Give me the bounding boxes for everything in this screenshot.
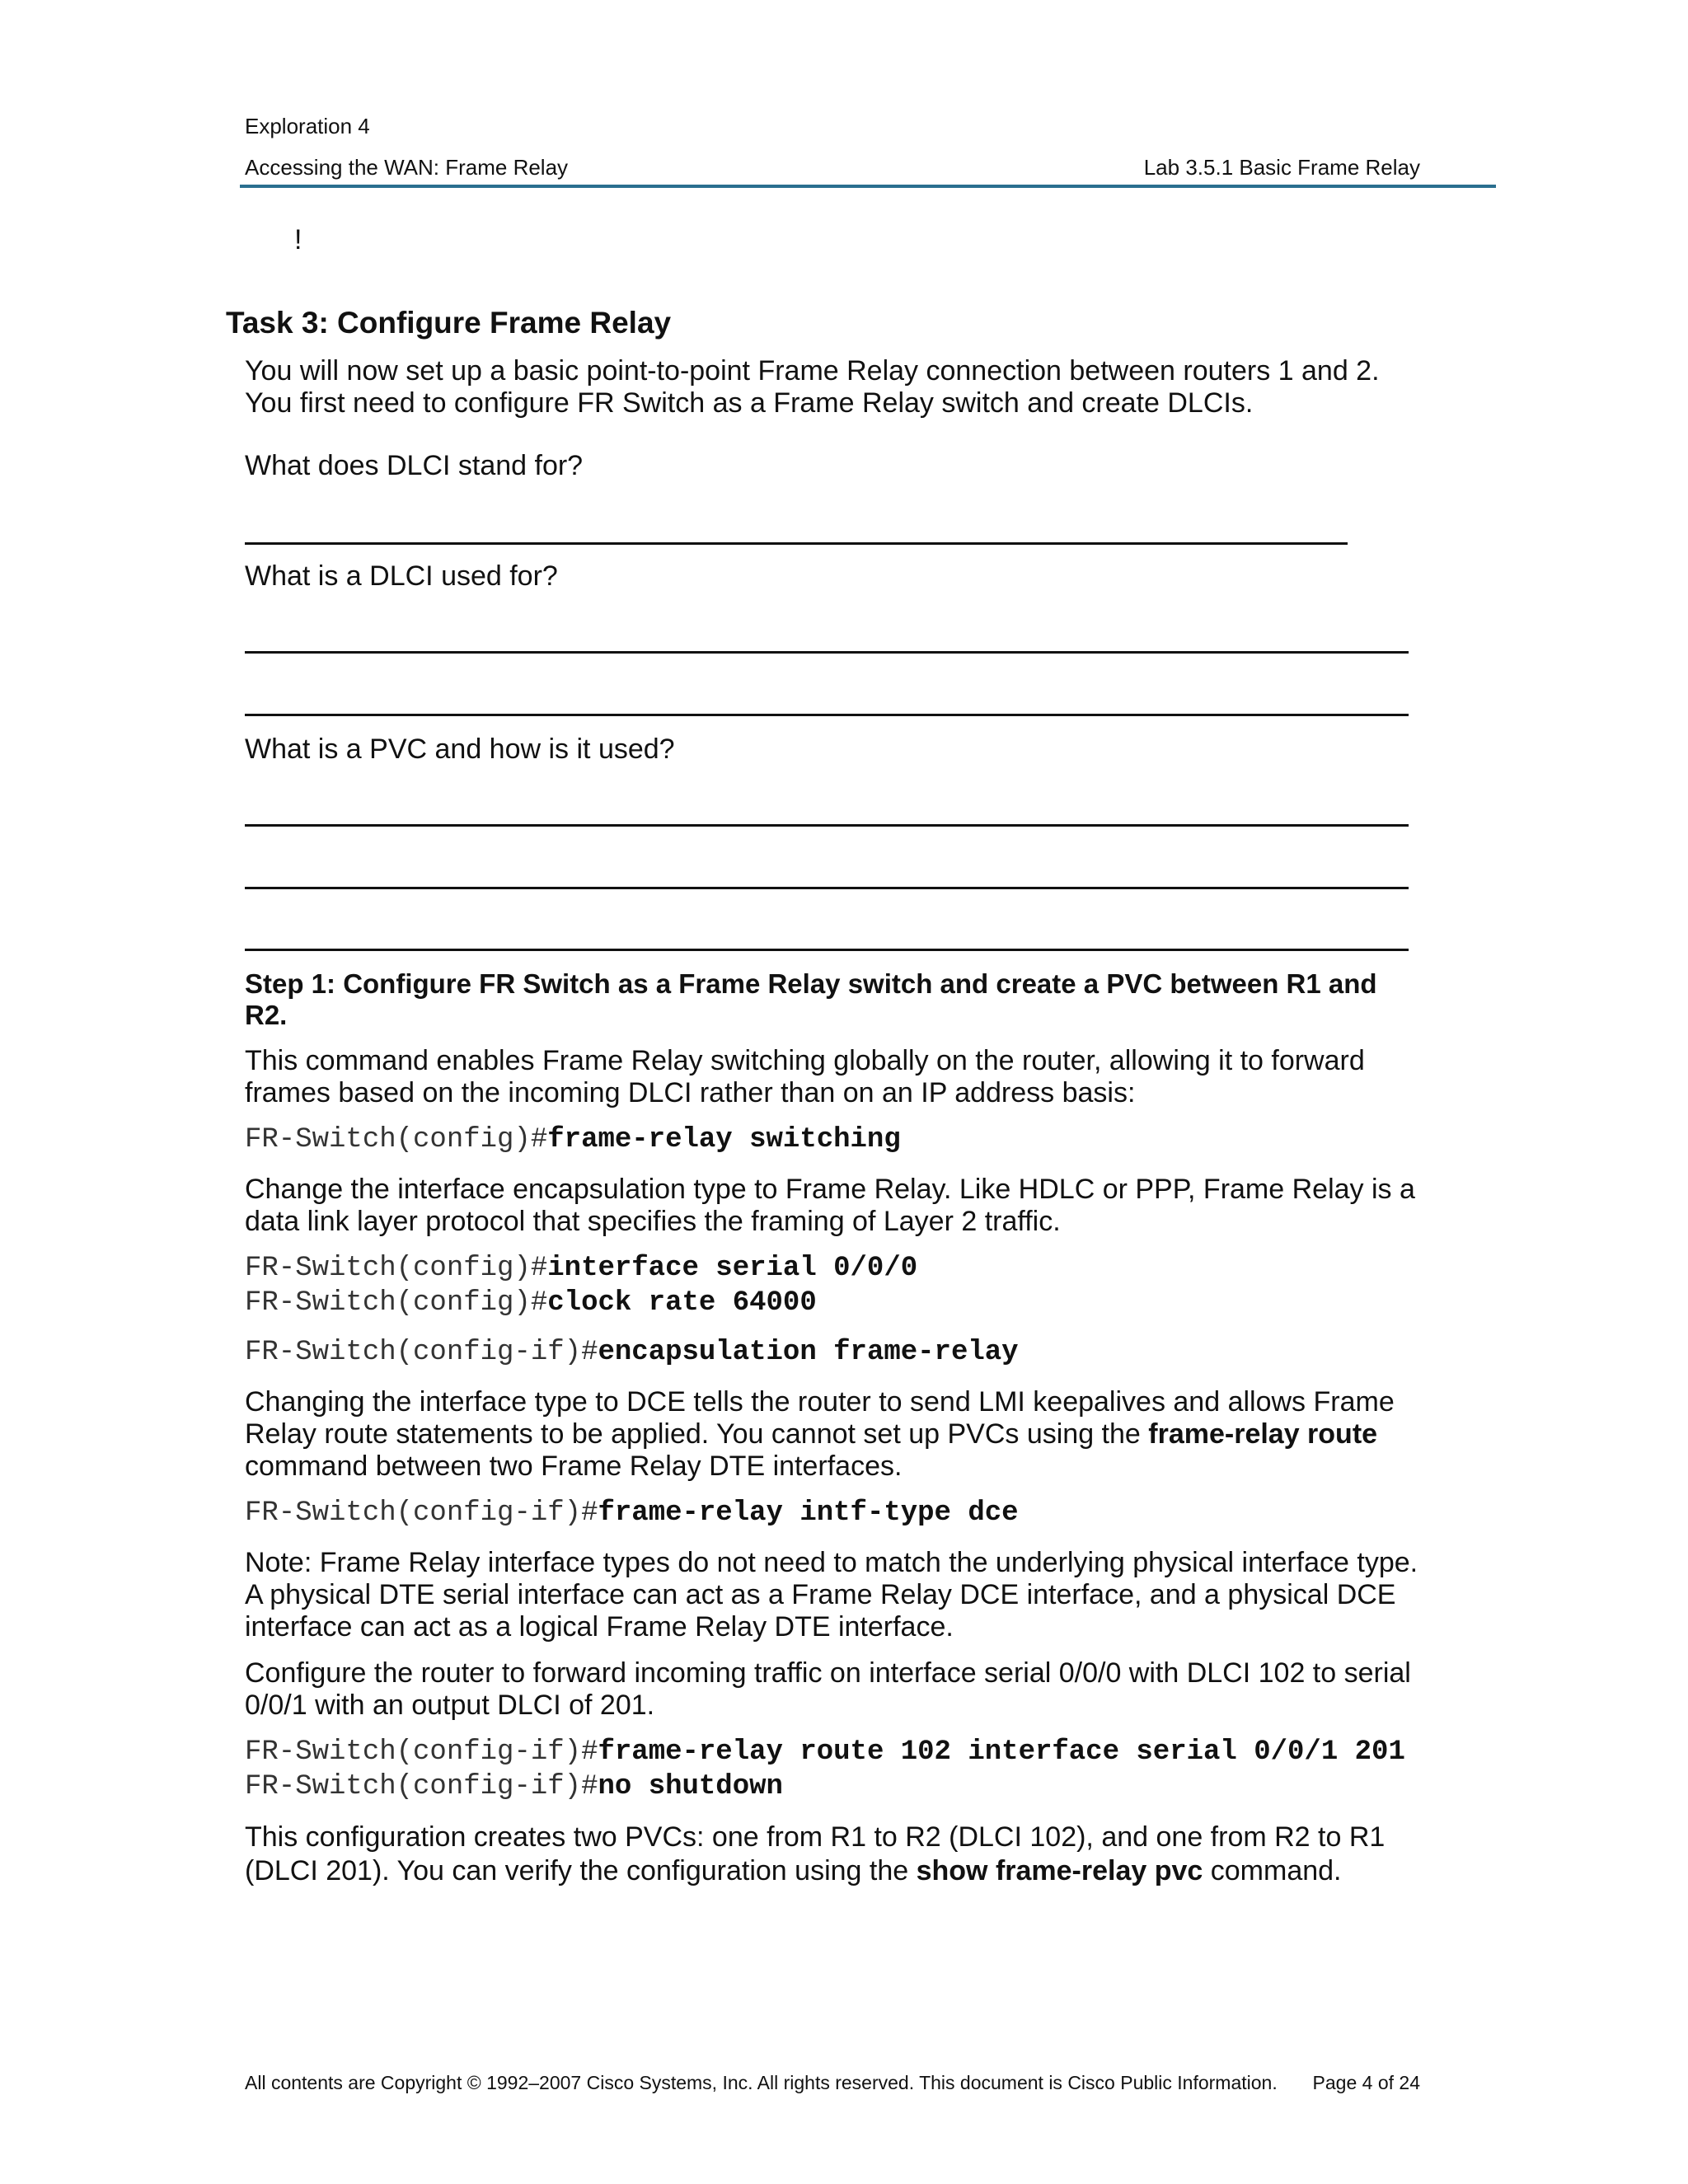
header-course: Exploration 4 [245, 114, 370, 138]
cli-command: no shutdown [598, 1771, 783, 1802]
header-divider [240, 185, 1496, 188]
cli-command: frame-relay switching [547, 1124, 901, 1155]
cli-prompt: FR-Switch(config-if)# [245, 1771, 598, 1802]
answer-line [245, 949, 1409, 951]
bang: ! [294, 224, 302, 255]
task-intro: You will now set up a basic point-to-point Frame Relay connection between routers 1 and 2. You first need to configure FR Switch as a Frame Relay switch and create DLCIs. [245, 355, 1380, 419]
header-module: Accessing the WAN: Frame Relay [245, 155, 569, 180]
cli-prompt: FR-Switch(config)# [245, 1124, 548, 1155]
question-pvc: What is a PVC and how is it used? [245, 733, 675, 765]
cli-command: interface serial 0/0/0 [547, 1253, 918, 1284]
question-dlci-meaning: What does DLCI stand for? [245, 450, 584, 481]
cli-command: clock rate 64000 [547, 1287, 817, 1319]
inline-command: frame-relay route [1148, 1418, 1378, 1450]
code-line [245, 1770, 783, 1803]
step-paragraph: Change the interface encapsulation type to Frame Relay. Like HDLC or PPP, Frame Relay is a data link layer protocol that specifies the framing of Layer 2 traffic. [245, 1174, 1415, 1237]
code-line [245, 1736, 1405, 1769]
code-line [245, 1336, 1019, 1369]
answer-line [245, 651, 1409, 654]
footer-page-number: Page 4 of 24 [1312, 2072, 1420, 2093]
cli-command: frame-relay intf-type dce [598, 1497, 1019, 1529]
text-run: Changing the interface type to DCE tells the router to send LMI keepalives and allows Frame Relay route statements to be applied. You cannot set up PVCs using the [245, 1386, 1395, 1450]
cli-prompt: FR-Switch(config)# [245, 1253, 548, 1284]
note-paragraph: Note: Frame Relay interface types do not need to match the underlying physical interface type. A physical DTE serial interface can act as a Frame Relay DCE interface, and a physical DCE interface can act as a logical Frame Relay DTE interface. [245, 1547, 1418, 1643]
task-title: Task 3: Configure Frame Relay [226, 306, 672, 340]
cli-prompt: FR-Switch(config)# [245, 1287, 548, 1319]
question-dlci-use: What is a DLCI used for? [245, 560, 558, 592]
cli-prompt: FR-Switch(config-if)# [245, 1736, 598, 1768]
step-paragraph: Configure the router to forward incoming traffic on interface serial 0/0/0 with DLCI 102 to serial 0/0/1 with an output DLCI of 201. [245, 1657, 1411, 1721]
step-title: Step 1: Configure FR Switch as a Frame Relay switch and create a PVC between R1 and R2. [245, 968, 1377, 1030]
text-run: command. [1203, 1855, 1342, 1886]
cli-command: encapsulation frame-relay [598, 1337, 1019, 1368]
answer-line [245, 542, 1348, 545]
answer-line [245, 714, 1409, 716]
code-line [245, 1252, 917, 1285]
cli-command: frame-relay route 102 interface serial 0/0/1 201 [598, 1736, 1405, 1768]
step-paragraph [245, 1386, 1415, 1483]
code-line [245, 1286, 817, 1319]
header-lab: Lab 3.5.1 Basic Frame Relay [1143, 155, 1420, 180]
cli-prompt: FR-Switch(config-if)# [245, 1497, 598, 1529]
answer-line [245, 824, 1409, 827]
footer-copyright: All contents are Copyright © 1992–2007 Cisco Systems, Inc. All rights reserved. This document is Cisco Public Information. [245, 2072, 1278, 2093]
text-run: This configuration creates two PVCs: one from R1 to R2 (DLCI 102), and one from R2 to R1 (DLCI 201). You can verify the configuration using the [245, 1821, 1386, 1886]
answer-line [245, 887, 1409, 889]
code-line [245, 1497, 1019, 1530]
step-paragraph: This command enables Frame Relay switching globally on the router, allowing it to forward frames based on the incoming DLCI rather than on an IP address basis: [245, 1045, 1365, 1108]
code-line [245, 1123, 901, 1156]
text-run: command between two Frame Relay DTE interfaces. [245, 1451, 903, 1482]
inline-command: show frame-relay pvc [916, 1855, 1203, 1886]
step-paragraph [245, 1821, 1415, 1888]
cli-prompt: FR-Switch(config-if)# [245, 1337, 598, 1368]
